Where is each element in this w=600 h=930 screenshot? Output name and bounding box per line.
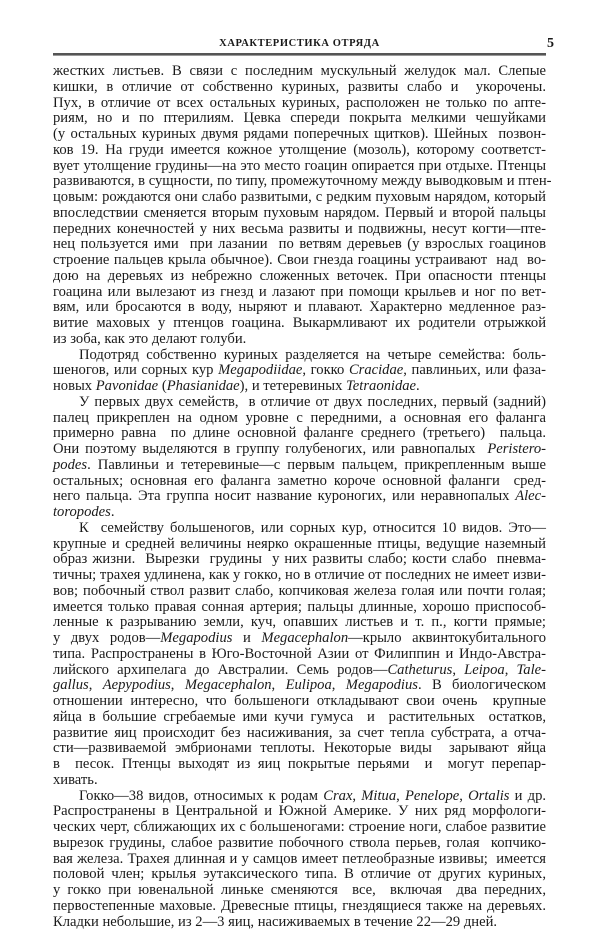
text-line (53, 505, 546, 521)
text-line (53, 206, 546, 222)
text-line (53, 64, 546, 80)
text-line (53, 222, 546, 238)
text-line (53, 647, 546, 663)
paragraph (53, 348, 546, 395)
text-line (53, 631, 546, 647)
latin-taxon-name: Catheturus (387, 662, 452, 678)
latin-taxon-name: Penelope (405, 788, 459, 804)
text-segment: хивать. (53, 772, 98, 788)
text-segment: первостепенные маховые. Древесные птицы, гнездящиеся также на деревьях. (53, 898, 546, 914)
text-line (53, 568, 546, 584)
latin-taxon-name: Ortalis (468, 788, 509, 804)
text-line (53, 348, 546, 364)
text-line (53, 552, 546, 568)
text-line (53, 852, 546, 868)
text-line (53, 96, 546, 112)
text-segment: Гокко—38 видов, относимых к родам (79, 788, 323, 804)
text-segment: , павлиньих, или фаза- (403, 362, 546, 378)
latin-taxon-name: Aepypodius (103, 677, 171, 693)
text-segment: К семейству большеногов, или сорных кур, относится 10 видов. Это— (79, 520, 546, 536)
text-segment: , (459, 788, 468, 804)
text-segment: , гокко (302, 362, 349, 378)
text-segment: палец прикреплен на одном уровне с передними, а основная его фаланга (53, 410, 546, 426)
text-segment: , (452, 662, 464, 678)
text-segment: развитие яиц происходит без насиживания, за счет тепла субстрата, а отча- (53, 725, 546, 741)
text-segment: Распространены в Центральной и Южной Америке. У них ряд морфологи- (53, 803, 546, 819)
text-line (53, 190, 546, 206)
text-line (53, 804, 546, 820)
latin-taxon-name: Megapodius (346, 677, 418, 693)
text-segment: половой член; крылья эутаксического типа. В отличие от других куриных, (53, 866, 546, 882)
text-segment: остальных; основная его фаланга заметно короче основной фаланги сред- (53, 473, 546, 489)
latin-taxon-name: Tetraonidae (346, 378, 416, 394)
text-segment: ков 19. На груди имеется кожное утолщение (мозоль), которому соответст- (53, 142, 546, 158)
text-segment: крупные и средней величины неярко окрашенные птицы, ведущие наземный (53, 536, 546, 552)
latin-taxon-name: Pavonidae (96, 378, 158, 394)
text-segment: У первых двух семейств, в отличие от двух последних, первый (задний) (79, 394, 546, 410)
text-line (53, 820, 546, 836)
text-segment: кишки, в отличие от собственно куриных, развиты слабо и укорочены. (53, 79, 546, 95)
text-segment: ( (158, 378, 167, 394)
latin-taxon-name: Megacephalon (261, 630, 348, 646)
latin-taxon-name: Megapodiidae (218, 362, 302, 378)
text-line (53, 111, 546, 127)
text-line (53, 537, 546, 553)
header-rule (53, 53, 546, 56)
text-line (53, 773, 546, 789)
text-line (53, 174, 546, 190)
text-segment: риям, но и по птерилиям. Цевка спереди покрыта мелкими чешуйками (53, 110, 546, 126)
text-line (53, 726, 546, 742)
latin-taxon-name: Alec- (515, 488, 546, 504)
text-segment: Подотряд собственно куриных разделяется на четыре семейства: боль- (79, 347, 546, 363)
text-line (53, 883, 546, 899)
text-line (53, 899, 546, 915)
text-segment: сти—развиваемой эмбрионами теплоты. Некоторые виды зарывают яйца (53, 740, 546, 756)
latin-taxon-name: toropodes (53, 504, 111, 520)
latin-taxon-name: Peristero- (487, 441, 546, 457)
text-segment: витие маховых у птенцов гоацина. Выкармливают их родители отрыжкой (53, 315, 546, 331)
text-line (53, 757, 546, 773)
text-segment: . В биологическом (418, 677, 546, 693)
text-line (53, 867, 546, 883)
text-segment: у гокко при ювенальной линьке сменяются все, включая два передних, (53, 882, 546, 898)
text-line (53, 253, 546, 269)
text-segment: отношении интересно, что большеноги откладывают свои очень крупные (53, 693, 546, 709)
latin-taxon-name: Phasianidae (167, 378, 240, 394)
text-line (53, 694, 546, 710)
text-line (53, 269, 546, 285)
text-segment: из зоба, как это делают голуби. (53, 331, 246, 347)
text-line (53, 836, 546, 852)
text-segment: дою на деревьях из небрежно сложенных веточек. При опасности птенцы (53, 268, 546, 284)
text-segment: развиваются, в сущности, по типу, промежуточному между выводковым и птен- (53, 173, 552, 189)
text-segment: вям, или бросаются в воду, ныряют и плавают. Характерно медленное раз- (53, 299, 546, 315)
text-line (53, 332, 546, 348)
latin-taxon-name: Cracidae (349, 362, 403, 378)
text-segment: вая железа. Трахея длинная и у самцов имеет петлеобразные извивы; имеется (53, 851, 546, 867)
text-line (53, 678, 546, 694)
text-line (53, 521, 546, 537)
text-segment: , (89, 677, 103, 693)
text-segment: типа. Распространены в Юго-Восточной Азии от Филиппин и Индо-Австра- (53, 646, 546, 662)
latin-taxon-name: gallus (53, 677, 89, 693)
running-header (53, 38, 546, 52)
text-line (53, 411, 546, 427)
text-segment: него пальца. Эта группа носит название куроногих, или неравнопалых (53, 488, 515, 504)
latin-taxon-name: Eulipoa (286, 677, 332, 693)
text-segment: тичны; трахея удлинена, как у гокко, но в отличие от последних не имеет изви- (53, 567, 546, 583)
text-line (53, 741, 546, 757)
text-segment: , (352, 788, 361, 804)
text-segment: передних конечностей у них весьма развиты и подвижны, несут когти—пте- (53, 221, 546, 237)
latin-taxon-name: Megapodius (160, 630, 232, 646)
text-line (53, 300, 546, 316)
text-segment: . (111, 504, 115, 520)
latin-taxon-name: Tale- (517, 662, 546, 678)
text-line (53, 663, 546, 679)
text-line (53, 237, 546, 253)
text-segment: , (396, 788, 405, 804)
text-segment: . (416, 378, 420, 394)
text-line (53, 615, 546, 631)
text-segment: примерно равна по длине основной фаланге среднего (третьего) пальца. (53, 425, 546, 441)
text-segment: впоследствии сменяется вторым пуховым нарядом. Первый и второй пальцы (53, 205, 546, 221)
latin-taxon-name: Mitua (361, 788, 396, 804)
latin-taxon-name: Crax (323, 788, 352, 804)
text-segment: лийского архипелага до Австралии. Семь родов— (53, 662, 387, 678)
latin-taxon-name: Leipoa (464, 662, 505, 678)
text-segment: , (332, 677, 346, 693)
text-segment: и др. (509, 788, 546, 804)
text-line (53, 710, 546, 726)
paragraph (53, 789, 546, 930)
text-line (53, 584, 546, 600)
paragraph (53, 64, 546, 348)
text-segment: шеногов, или сорных кур (53, 362, 218, 378)
text-segment: (у остальных куриных двумя рядами поперечных щитков). Шейных позвон- (53, 126, 546, 142)
text-segment: Кладки небольшие, из 2—3 яиц, насиживаемых в течение 22—29 дней. (53, 914, 497, 930)
text-line (53, 285, 546, 301)
text-line (53, 143, 546, 159)
text-segment: у двух родов— (53, 630, 160, 646)
text-segment: ленные к разрыванию земли, куч, опавших листьев и т. п., когти прямые; (53, 614, 546, 630)
text-segment: образ жизни. Вырезки грудины у них развиты слабо; кости слабо пневма- (53, 551, 546, 567)
text-segment: ), и тетеревиных (240, 378, 346, 394)
text-segment: нец пользуется ими при лазании по ветвям деревьев (у взрослых гоацинов (53, 236, 546, 252)
text-line (53, 600, 546, 616)
text-line (53, 363, 546, 379)
text-line (53, 915, 546, 930)
text-segment: новых (53, 378, 96, 394)
text-line (53, 426, 546, 442)
text-line (53, 789, 546, 805)
text-segment: Пух, в отличие от всех остальных куриных, расположен не только по апте- (53, 95, 546, 111)
text-line (53, 395, 546, 411)
text-segment: строение пальцев крыла обычное). Свои гнезда гоацины устраивают над во- (53, 252, 546, 268)
text-line (53, 316, 546, 332)
text-segment: . Павлиньи и тетеревиные—с первым пальцем, прикрепленным выше (87, 457, 546, 473)
body-text (53, 64, 546, 930)
text-segment: вов; побочный ствол развит слабо, копчиковая железа голая или почти голая; (53, 583, 546, 599)
text-segment: вырезок грудины, слабое развитие побочного ствола перьев, голая копчико- (53, 835, 546, 851)
text-line (53, 442, 546, 458)
text-line (53, 458, 546, 474)
text-segment: цовым: рождаются они слабо развитыми, с редким пуховым нарядом, который (53, 189, 546, 205)
text-segment: , (505, 662, 517, 678)
text-segment: и (232, 630, 261, 646)
text-line (53, 489, 546, 505)
paragraph (53, 521, 546, 789)
text-segment: ческих черт, сближающих их с большеногами: строение ноги, слабое развитие (53, 819, 546, 835)
page-number: 5 (547, 36, 554, 52)
text-line (53, 379, 546, 395)
text-segment: гоацина или вылезают из гнезд и лазают при помощи крыльев и ног по вет- (53, 284, 546, 300)
text-line (53, 80, 546, 96)
text-segment: в песок. Птенцы выходят из яиц покрытые перьями и могут перепар- (53, 756, 546, 772)
text-segment: жестких листьев. В связи с последним мускульный желудок мал. Слепые (53, 63, 546, 79)
latin-taxon-name: podes (53, 457, 87, 473)
text-segment: , (272, 677, 286, 693)
text-segment: имеется только правая сонная артерия; пальцы длинные, хорошо приспособ- (53, 599, 546, 615)
text-segment: вует утолщение грудины—на это место гоацин опирается при отдыхе. Птенцы (53, 158, 546, 174)
text-line (53, 474, 546, 490)
text-line (53, 127, 546, 143)
text-segment: —крыло аквинтокубитального (348, 630, 546, 646)
latin-taxon-name: Megacephalon (185, 677, 272, 693)
text-segment: , (171, 677, 185, 693)
running-title: ХАРАКТЕРИСТИКА ОТРЯДА (53, 38, 546, 49)
text-segment: яйца в большие сгребаемые ими кучи гумуса и растительных остатков, (53, 709, 546, 725)
text-segment: Они поэтому выделяются в группу голубеногих, или равнопалых (53, 441, 487, 457)
text-line (53, 159, 546, 175)
paragraph (53, 395, 546, 521)
